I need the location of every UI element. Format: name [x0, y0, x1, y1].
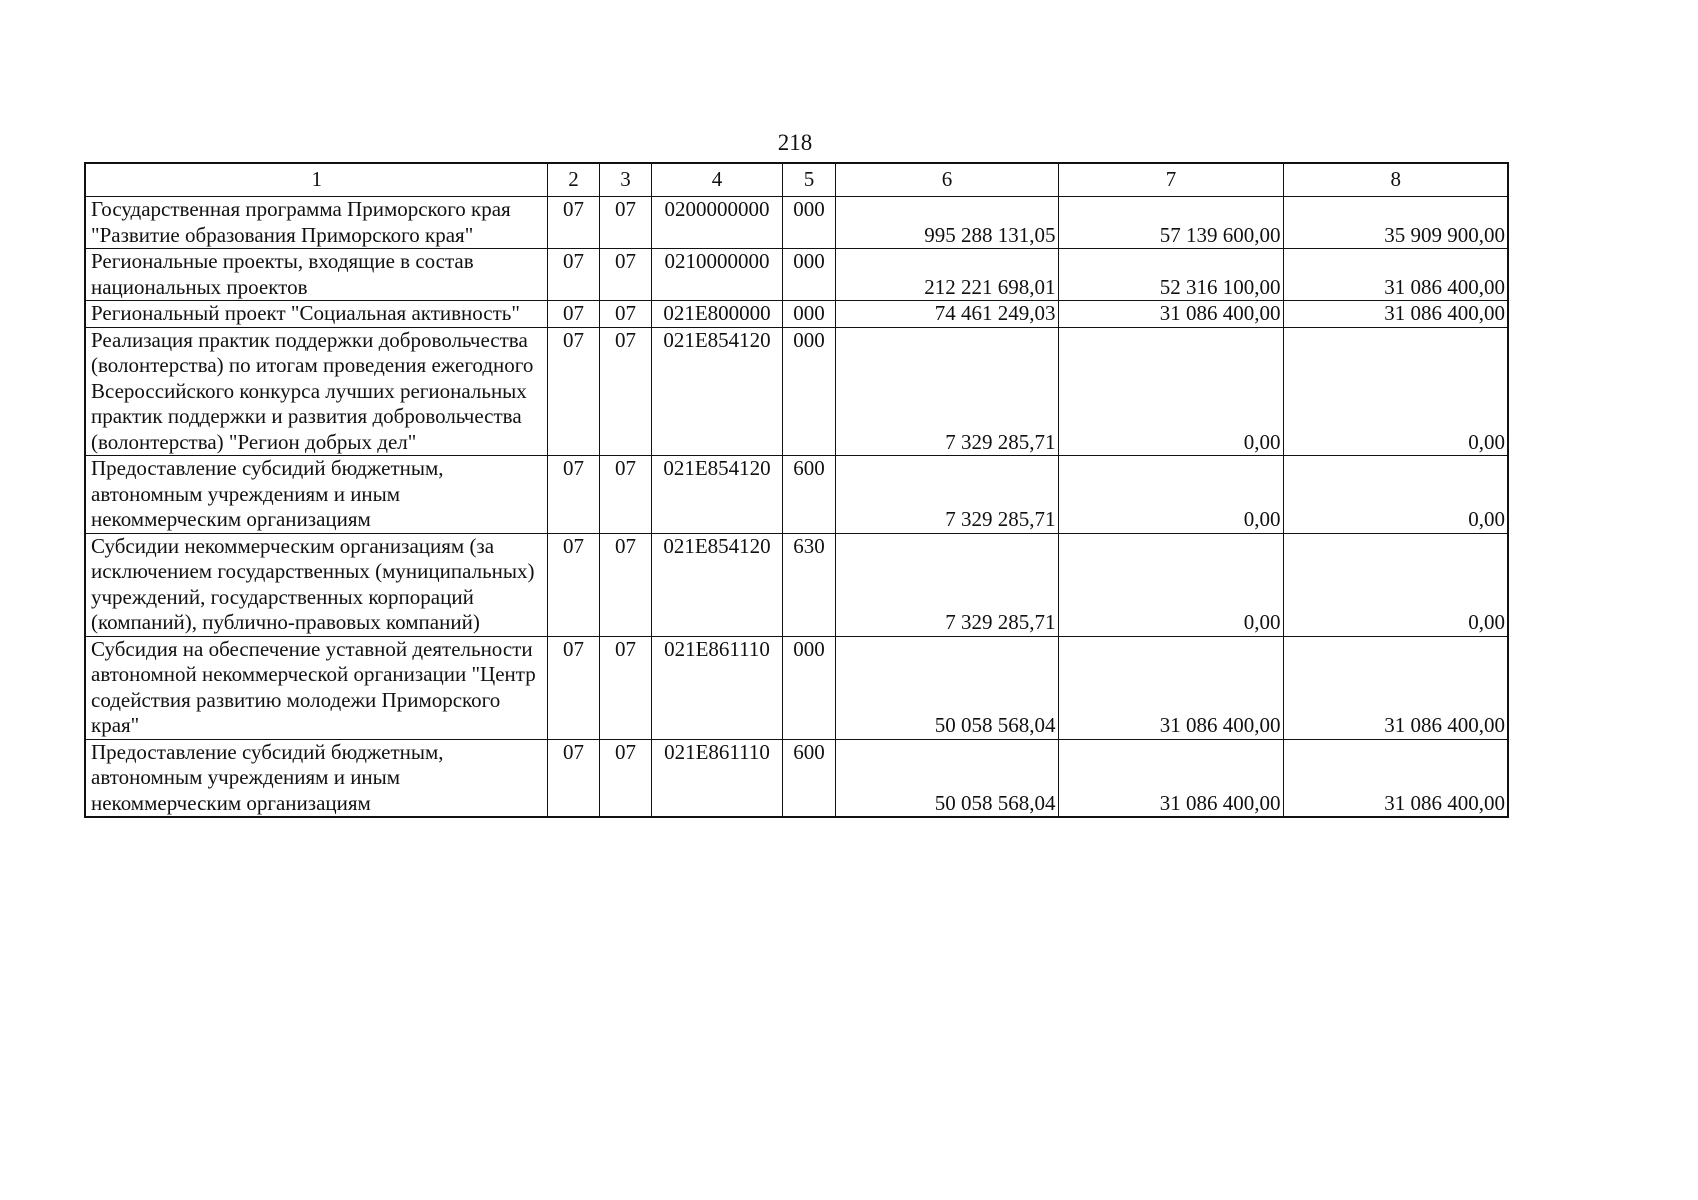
amount-col7: 57 139 600,00: [1058, 197, 1283, 249]
expense-type-code: 000: [782, 301, 835, 328]
table-row: [85, 739, 1508, 817]
subsection-code: 07: [599, 301, 651, 328]
table-row: [85, 456, 1508, 534]
amount-col7: 52 316 100,00: [1058, 249, 1283, 301]
section-code: 07: [547, 636, 599, 739]
amount-col6: 995 288 131,05: [835, 197, 1058, 249]
column-header: 1: [85, 163, 547, 197]
item-name: Предоставление субсидий бюджетным, автономным учреждениям и иным некоммерческим организациям: [85, 739, 547, 817]
target-article-code: 021E800000: [651, 301, 782, 328]
column-header: 2: [547, 163, 599, 197]
amount-col8: 31 086 400,00: [1283, 301, 1508, 328]
amount-col8: 0,00: [1283, 533, 1508, 636]
table-row: [85, 327, 1508, 456]
section-code: 07: [547, 456, 599, 534]
amount-col6: 7 329 285,71: [835, 327, 1058, 456]
amount-col7: 31 086 400,00: [1058, 301, 1283, 328]
expense-type-code: 000: [782, 197, 835, 249]
item-name: Субсидии некоммерческим организациям (за исключением государственных (муниципальных) учреждений, государственных корпораций (компаний), публично-правовых компаний): [85, 533, 547, 636]
amount-col8: 0,00: [1283, 327, 1508, 456]
amount-col8: 31 086 400,00: [1283, 249, 1508, 301]
item-name: Государственная программа Приморского края "Развитие образования Приморского края": [85, 197, 547, 249]
subsection-code: 07: [599, 249, 651, 301]
target-article-code: 021E861110: [651, 739, 782, 817]
column-header: 7: [1058, 163, 1283, 197]
page-number: 218: [777, 130, 813, 155]
expense-type-code: 630: [782, 533, 835, 636]
subsection-code: 07: [599, 636, 651, 739]
target-article-code: 0210000000: [651, 249, 782, 301]
item-name: Субсидия на обеспечение уставной деятельности автономной некоммерческой организации "Центр содействия развитию молодежи Приморского края": [85, 636, 547, 739]
budget-table: [84, 162, 1509, 818]
column-header: 8: [1283, 163, 1508, 197]
expense-type-code: 600: [782, 456, 835, 534]
expense-type-code: 600: [782, 739, 835, 817]
item-name: Реализация практик поддержки добровольчества (волонтерства) по итогам проведения ежегодного Всероссийского конкурса лучших региональных практик поддержки и развития добровольчества (волонтерства) "Регион добрых дел": [85, 327, 547, 456]
subsection-code: 07: [599, 197, 651, 249]
expense-type-code: 000: [782, 327, 835, 456]
target-article-code: 0200000000: [651, 197, 782, 249]
column-number-row: [85, 163, 1508, 197]
amount-col6: 50 058 568,04: [835, 636, 1058, 739]
amount-col8: 31 086 400,00: [1283, 739, 1508, 817]
amount-col7: 31 086 400,00: [1058, 739, 1283, 817]
item-name: Региональный проект "Социальная активность": [85, 301, 547, 328]
column-header: 4: [651, 163, 782, 197]
amount-col6: 7 329 285,71: [835, 456, 1058, 534]
table-row: [85, 249, 1508, 301]
section-code: 07: [547, 197, 599, 249]
column-header: 6: [835, 163, 1058, 197]
section-code: 07: [547, 533, 599, 636]
table-row: [85, 197, 1508, 249]
item-name: Предоставление субсидий бюджетным, автономным учреждениям и иным некоммерческим организациям: [85, 456, 547, 534]
amount-col6: 7 329 285,71: [835, 533, 1058, 636]
section-code: 07: [547, 249, 599, 301]
amount-col7: 0,00: [1058, 533, 1283, 636]
section-code: 07: [547, 327, 599, 456]
table-row: [85, 533, 1508, 636]
expense-type-code: 000: [782, 636, 835, 739]
target-article-code: 021E861110: [651, 636, 782, 739]
section-code: 07: [547, 739, 599, 817]
amount-col7: 0,00: [1058, 456, 1283, 534]
subsection-code: 07: [599, 327, 651, 456]
amount-col7: 31 086 400,00: [1058, 636, 1283, 739]
column-header: 3: [599, 163, 651, 197]
subsection-code: 07: [599, 739, 651, 817]
table-row: [85, 301, 1508, 328]
subsection-code: 07: [599, 533, 651, 636]
subsection-code: 07: [599, 456, 651, 534]
amount-col7: 0,00: [1058, 327, 1283, 456]
section-code: 07: [547, 301, 599, 328]
amount-col8: 0,00: [1283, 456, 1508, 534]
target-article-code: 021E854120: [651, 456, 782, 534]
item-name: Региональные проекты, входящие в состав национальных проектов: [85, 249, 547, 301]
amount-col6: 74 461 249,03: [835, 301, 1058, 328]
target-article-code: 021E854120: [651, 327, 782, 456]
amount-col8: 31 086 400,00: [1283, 636, 1508, 739]
target-article-code: 021E854120: [651, 533, 782, 636]
column-header: 5: [782, 163, 835, 197]
amount-col8: 35 909 900,00: [1283, 197, 1508, 249]
expense-type-code: 000: [782, 249, 835, 301]
amount-col6: 212 221 698,01: [835, 249, 1058, 301]
amount-col6: 50 058 568,04: [835, 739, 1058, 817]
table-row: [85, 636, 1508, 739]
